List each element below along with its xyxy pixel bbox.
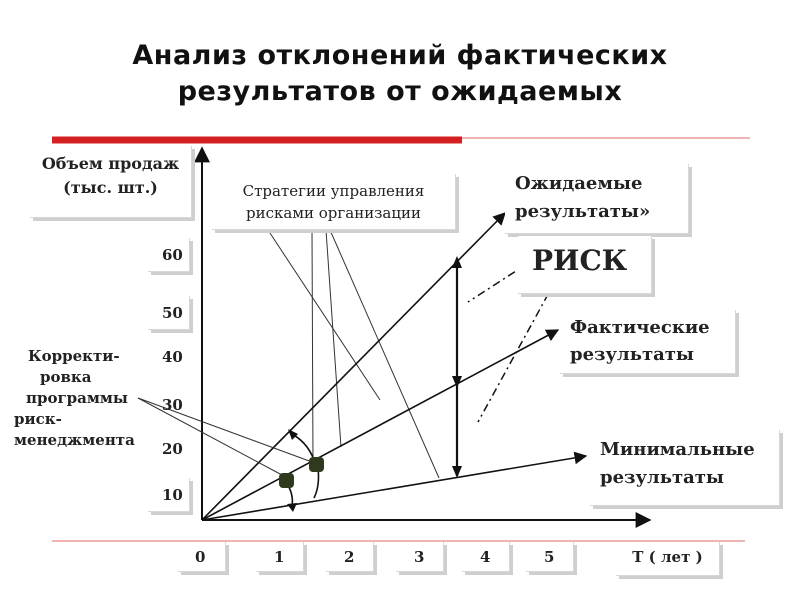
actual-results-line-1: Фактические: [570, 317, 710, 338]
x-tick-5-label: 5: [544, 548, 555, 566]
y-tick-30: 30: [162, 396, 183, 414]
actual-results-line-2: результаты: [570, 344, 694, 365]
y-axis-label-line-1: Объем продаж: [41, 154, 180, 173]
y-tick-50-label: 50: [162, 304, 183, 322]
x-axis-label-box: [616, 542, 720, 576]
x-tick-4: [462, 542, 510, 572]
correction-pointer-2: [138, 398, 282, 475]
x-tick-0-label: 0: [195, 548, 206, 566]
x-tick-2: [326, 542, 374, 572]
y-axis-label-line-2: (тыс. шт.): [63, 178, 158, 197]
x-tick-1-label: 1: [274, 548, 285, 566]
x-tick-3-label: 3: [414, 548, 425, 566]
expected-results-line: [202, 213, 505, 520]
title-line-1: Анализ отклонений фактических: [132, 40, 668, 71]
correction-marker-upper: [309, 457, 324, 472]
correction-marker-lower: [279, 473, 294, 488]
correction-arc-lower: [314, 468, 319, 498]
strategy-line-3: [330, 230, 439, 478]
y-axis-label-box: [30, 146, 192, 218]
correction-label: [8, 346, 135, 451]
correction-line-3: программы: [26, 389, 128, 407]
x-tick-1: [256, 542, 304, 572]
y-tick-20: 20: [162, 440, 183, 458]
risk-label: РИСК: [532, 244, 628, 277]
x-tick-4-label: 4: [480, 548, 491, 566]
risk-dash-connector-2: [478, 278, 557, 422]
strategy-line-4: [268, 230, 380, 400]
strategy-line-2-text: рисками организации: [246, 204, 421, 222]
expected-results-line-2: результаты»: [515, 201, 651, 222]
expected-results-line-1: Ожидаемые: [515, 173, 643, 194]
minimal-results-line-1: Минимальные: [600, 439, 755, 460]
minimal-results-box: [590, 430, 780, 506]
correction-arc-upper-head: [288, 429, 298, 440]
strategy-box: [212, 174, 456, 230]
correction-line-4: риск-: [14, 410, 62, 428]
y-tick-50: [148, 296, 190, 330]
strategy-line-1-text: Стратегии управления: [242, 182, 425, 200]
actual-results-box: [560, 310, 736, 374]
minimal-results-line-2: результаты: [600, 467, 724, 488]
x-tick-5: [526, 542, 574, 572]
actual-results-line: [202, 330, 558, 520]
correction-arc-small-head: [287, 503, 297, 512]
correction-line-2: ровка: [40, 368, 92, 386]
title-line-2: результатов от ожидаемых: [177, 76, 623, 107]
y-tick-40: 40: [162, 348, 183, 366]
correction-line-5: менеджмента: [14, 431, 135, 449]
y-tick-60-label: 60: [162, 246, 183, 264]
x-tick-3: [396, 542, 444, 572]
risk-label-box: [518, 236, 652, 294]
strategy-line-2: [326, 230, 341, 447]
x-axis-label: Т ( лет ): [632, 548, 703, 566]
y-tick-10-label: 10: [162, 486, 183, 504]
expected-results-box: [505, 164, 689, 234]
correction-line-1: Корректи-: [28, 347, 120, 365]
y-tick-60: [148, 238, 190, 272]
y-tick-10: [148, 478, 190, 512]
minimal-results-line: [202, 456, 586, 520]
x-tick-0: [178, 542, 226, 572]
x-tick-2-label: 2: [344, 548, 355, 566]
strategy-line-1: [312, 230, 313, 464]
